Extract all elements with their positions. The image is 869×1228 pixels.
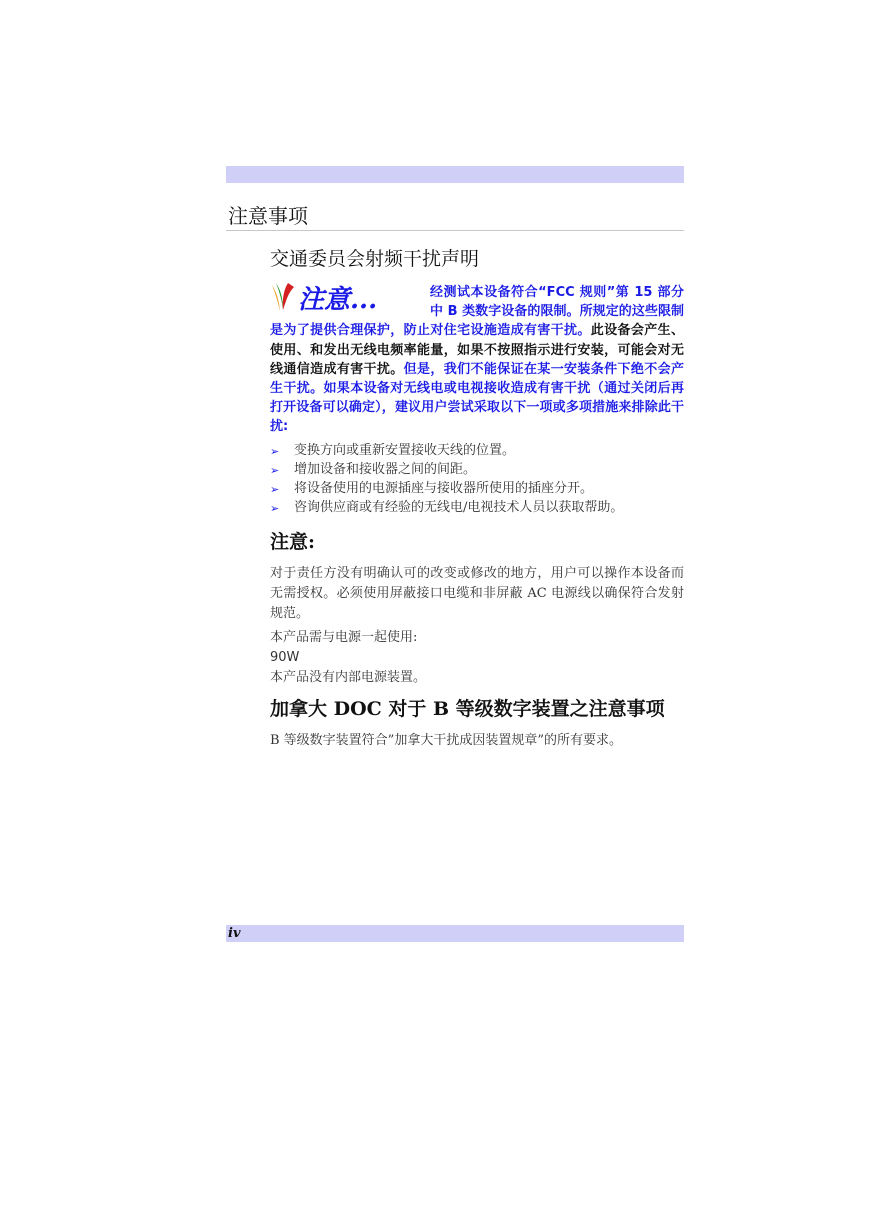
header-band [226,166,684,183]
note-heading: 注意: [270,531,316,554]
caution-logo-icon [270,279,430,319]
fcc-notice [270,283,684,437]
caution-logo-text: 注意... [298,285,378,315]
section-divider [226,230,684,231]
list-item: ➢ 将设备使用的电源插座与接收器所使用的插座分开。 [270,479,684,498]
note-power-value: 90W [270,650,300,666]
note-paragraph-2: 本产品需与电源一起使用: [270,630,418,646]
main-content [270,244,684,755]
page-number: iv [228,926,241,941]
footer-band [226,925,684,942]
fcc-heading: 交通委员会射频干扰声明 [270,248,480,270]
arrow-bullet-icon: ➢ [270,502,280,516]
remedy-list [270,441,684,518]
canada-heading: 加拿大 DOC 对于 B 等级数字装置之注意事项 [270,698,665,721]
list-item: ➢ 变换方向或重新安置接收天线的位置。 [270,441,684,460]
list-item: ➢ 增加设备和接收器之间的间距。 [270,460,684,479]
arrow-bullet-icon: ➢ [270,463,280,477]
section-title: 注意事项 [228,204,308,228]
arrow-bullet-icon: ➢ [270,483,280,497]
fcc-notice-blue-1: 经测试本设备符合“FCC 规则”第 15 部分中 B 类数字设备的限制。所规定的这些限制是为了提供合理保护，防止对住宅设施造成有害干扰。 [270,285,684,339]
note-paragraph-1: 对于责任方没有明确认可的改变或修改的地方，用户可以操作本设备而无需授权。必须使用屏蔽接口电缆和非屏蔽 AC 电源线以确保符合发射规范。 [270,566,684,622]
fcc-notice-black: 此设备会产生、使用、和发出无线电频率能量，如果不按照指示进行安装，可能会对无线通信造成有害干扰。 [270,323,684,377]
canada-text: B 等级数字装置符合”加拿大干扰成因装置规章”的所有要求。 [270,733,622,749]
list-item: ➢ 咨询供应商或有经验的无线电/电视技术人员以获取帮助。 [270,498,684,517]
note-paragraph-4: 本产品没有内部电源装置。 [270,670,427,686]
arrow-bullet-icon: ➢ [270,444,280,458]
fcc-notice-blue-2: 但是，我们不能保证在某一安装条件下绝不会产生干扰。如果本设备对无线电或电视接收造成有害干扰（通过关闭后再打开设备可以确定），建议用户尝试采取以下一项或多项措施来排除此干扰: [270,361,684,435]
